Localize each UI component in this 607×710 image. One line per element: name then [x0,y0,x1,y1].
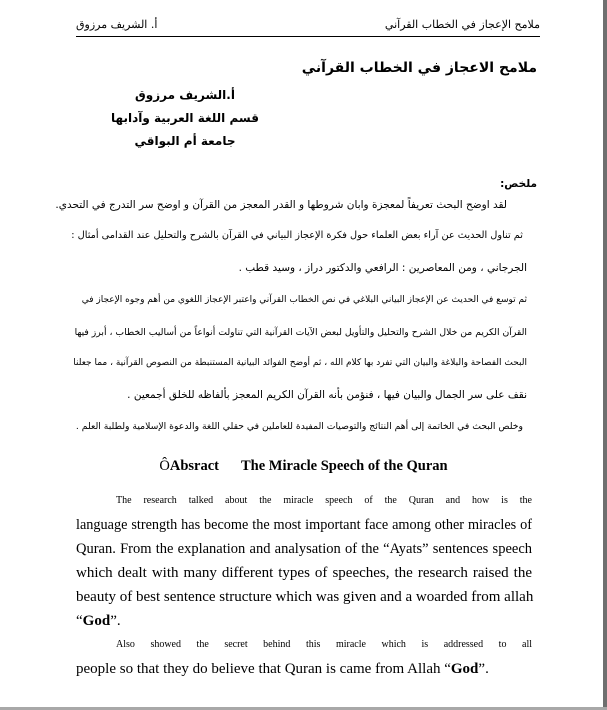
author-name: أ.الشريف مرزوق [135,88,235,102]
arabic-line: القرآن الكريم من خلال الشرح والتحليل والتأويل لبعض الآيات القرآنية التي تناولت أنواعاً من أساليب الخطاب ، أبرز فيها [74,327,527,338]
english-paragraph-2 [76,633,532,681]
english-heading [0,458,607,475]
arabic-abstract-label: ملخص: [500,178,537,190]
emphasis-word: God [82,613,111,629]
author-university: جامعة أم البواقي [134,134,236,148]
arabic-line: نقف على سر الجمال والبيان فيها ، فنؤمن بأنه القرآن الكريم المعجز بألفاظه للخلق أجمعين . [127,389,527,401]
arabic-line: وخلص البحث في الخاتمة إلى أهم النتائج والتوصيات المفيدة للعاملين في حقلي اللغة والدعوة الإسلامية ولطلبة العلم . [75,421,523,432]
page-shadow-right [603,0,607,710]
author-block [95,84,275,153]
line-text: people so that they do believe that Quran is came from Allah “ [76,661,451,677]
quote-close: ”. [478,661,489,677]
english-paragraph-1 [76,489,532,633]
paragraph-line: which dealt with many different types of speeches, the research raised the [76,565,532,581]
arabic-line: لقد اوضح البحث تعريفاً لمعجزة وابان شروطها و القدر المعجز من القرآن و اوضح سر التدرج في التحدي. [55,199,507,211]
paragraph-line [76,657,532,681]
arabic-line: ثم تناول الحديث عن آراء بعض العلماء حول فكرة الإعجاز البياني في القرآن بالشرح والتحليل عند القدامى أمثال : [71,230,523,241]
paragraph-line: The research talked about the miracle speech of the Quran and how is the [116,495,532,506]
author-department: قسم اللغة العربية وآدابها [111,111,259,125]
paragraph-line: language strength has become the most important face among other miracles of [76,517,532,533]
heading-prefix-glyph: Ô [159,458,170,474]
arabic-line: البحث الفصاحة والبلاغة والبيان التي تفرد بها كلام الله ، ثم أوضح الفوائد البيانية المستنبطة من النصوص القرآنية ، مما جعلنا [73,358,527,368]
paragraph-line: beauty of best sentence structure which was given and a woarded from allah [76,589,534,605]
arabic-line: ثم توسع في الحديث عن الإعجاز البياني البلاغي في نص الخطاب القرآني واعتبر الإعجاز اللغوي من أهم وجوه الإعجاز في [81,295,527,305]
header-author: أ. الشريف مرزوق [76,18,158,31]
running-header [76,16,540,37]
quote-close: ”. [110,613,121,629]
emphasis-word: God [450,661,479,677]
arabic-line: الجرجاني ، ومن المعاصرين : الرافعي والدكتور دراز ، وسيد قطب . [238,262,527,274]
paragraph-line: Also showed the secret behind this miracle which is addressed to all [116,639,532,650]
header-title: ملامح الإعجاز في الخطاب القرآني [384,18,540,31]
heading-title: The Miracle Speech of the Quran [241,458,448,474]
heading-label: Absract [169,458,219,474]
paragraph-line: Quran. From the explanation and analysation of the “Ayats” sentences speech [76,541,532,557]
paragraph-line [76,609,532,633]
arabic-title: ملامح الاعجاز في الخطاب القرآني [301,60,537,76]
quote-open: “ [76,613,83,629]
